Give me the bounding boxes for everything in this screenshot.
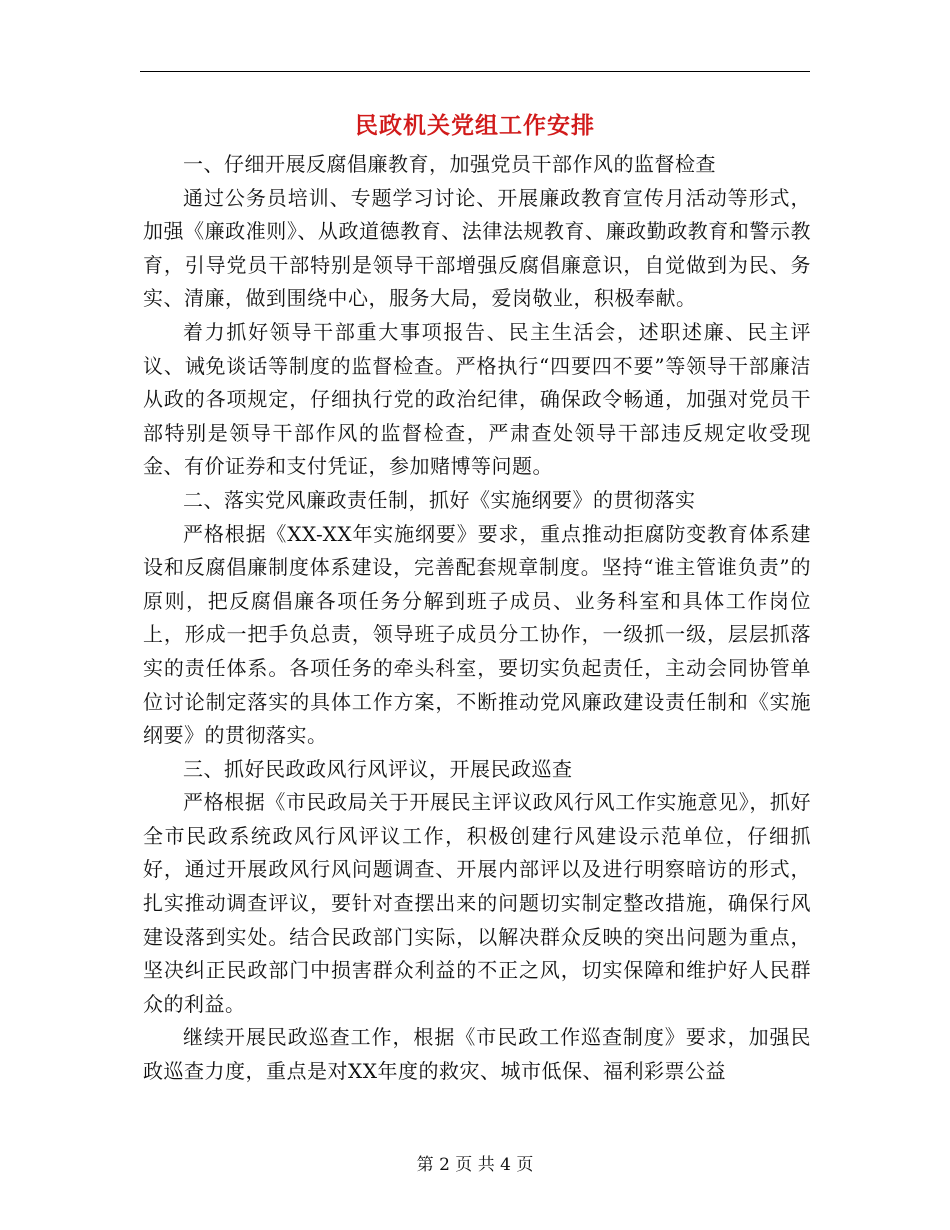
total-page-count: 4 <box>500 1155 511 1175</box>
document-title: 民政机关党组工作安排 <box>355 112 595 139</box>
body-paragraph: 严格根据《XX-XX年实施纲要》要求，重点推动拒腐防变教育体系建设和反腐倡廉制度体系建设，完善配套规章制度。坚持“谁主管谁负责”的原则，把反腐倡廉各项任务分解到班子成员、业务科室和具体工作岗位上，形成一把手负总责，领导班子成员分工协作，一级抓一级，层层抓落实的责任体系。各项任务的牵头科室，要切实负起责任，主动会同协管单位讨论制定落实的具体工作方案，不断推动党风廉政建设责任制和《实施纲要》的贯彻落实。 <box>143 521 811 748</box>
document-body <box>143 148 811 1089</box>
section-heading-2: 二、落实党风廉政责任制，抓好《实施纲要》的贯彻落实 <box>183 487 696 512</box>
section-heading-1: 一、仔细开展反腐倡廉教育，加强党员干部作风的监督检查 <box>183 152 716 176</box>
footer-label-of: 页 共 <box>455 1155 495 1175</box>
body-paragraph: 继续开展民政巡查工作，根据《市民政工作巡查制度》要求，加强民政巡查力度，重点是对XX年度的救灾、城市低保、福利彩票公益 <box>143 1025 811 1084</box>
section-heading-3: 三、抓好民政政风行风评议，开展民政巡查 <box>183 756 573 781</box>
footer-label-page: 第 <box>416 1155 434 1175</box>
page-footer <box>0 1153 950 1177</box>
current-page-number: 2 <box>439 1155 450 1175</box>
body-paragraph: 着力抓好领导干部重大事项报告、民主生活会，述职述廉、民主评议、诫免谈话等制度的监督检查。严格执行“四要四不要”等领导干部廉洁从政的各项规定，仔细执行党的政治纪律，确保政令畅通，加强对党员干部特别是领导干部作风的监督检查，严肃查处领导干部违反规定收受现金、有价证券和支付凭证，参加赌博等问题。 <box>143 319 811 479</box>
body-paragraph: 严格根据《市民政局关于开展民主评议政风行风工作实施意见》，抓好全市民政系统政风行风评议工作，积极创建行风建设示范单位，仔细抓好，通过开展政风行风问题调查、开展内部评以及进行明察暗访的形式，扎实推动调查评议，要针对查摆出来的问题切实制定整改措施，确保行风建设落到实处。结合民政部门实际，以解决群众反映的突出问题为重点，坚决纠正民政部门中损害群众利益的不正之风，切实保障和维护好人民群众的利益。 <box>143 790 811 1016</box>
body-paragraph: 通过公务员培训、专题学习讨论、开展廉政教育宣传月活动等形式，加强《廉政准则》、从政道德教育、法律法规教育、廉政勤政教育和警示教育，引导党员干部特别是领导干部增强反腐倡廉意识，自觉做到为民、务实、清廉，做到围绕中心，服务大局，爱岗敬业，积极奉献。 <box>143 185 811 311</box>
footer-label-end: 页 <box>516 1155 534 1175</box>
header-rule <box>140 71 810 72</box>
